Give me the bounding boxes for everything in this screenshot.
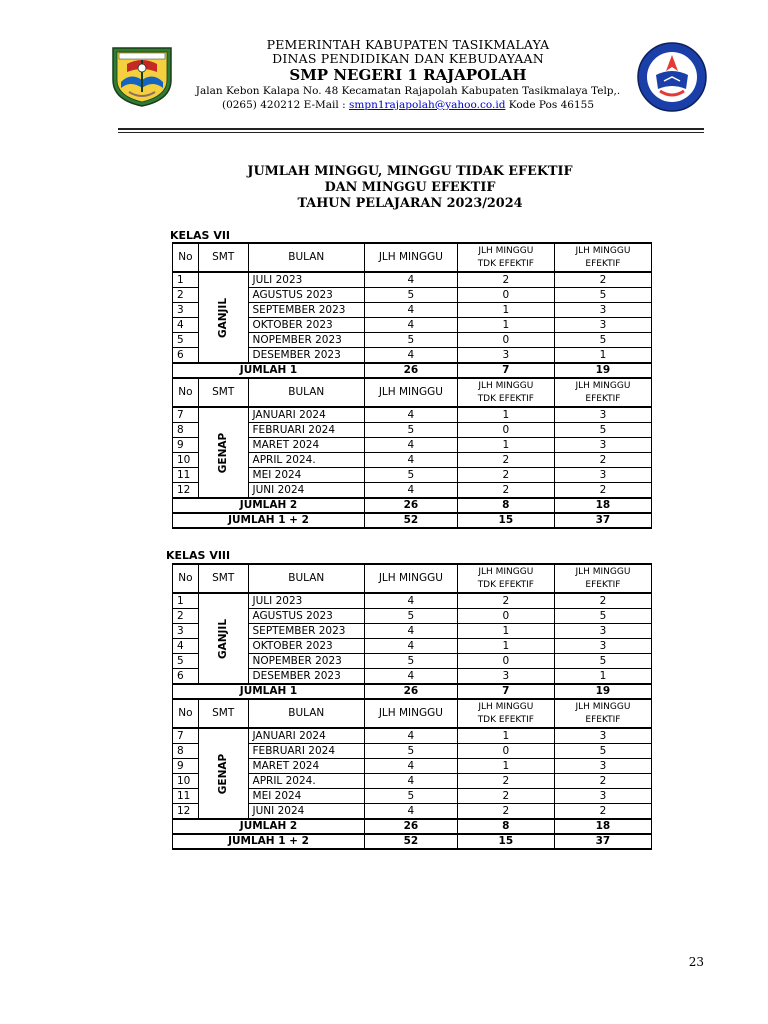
cell-bulan: JULI 2023 (248, 272, 365, 288)
header-ef-line1: JLH MINGGU (575, 245, 631, 256)
kabupaten-tasikmalaya-logo (107, 42, 177, 108)
cell-no: 8 (173, 423, 199, 438)
total-row-jumlah-1-2-tdk: 15 (457, 834, 554, 849)
cell-jlh-minggu: 4 (365, 639, 458, 654)
cell-efektif: 2 (554, 453, 651, 468)
total-row-jumlah-2-jlh: 26 (365, 819, 458, 834)
table-header-row (173, 699, 652, 728)
kelas-vii-label: KELAS VII (170, 229, 231, 242)
table-header-row (173, 378, 652, 407)
cell-jlh-minggu: 5 (365, 333, 458, 348)
cell-no: 3 (173, 303, 199, 318)
total-row-jumlah-1-2-tdk: 15 (457, 513, 554, 528)
letterhead-rule-thick (118, 128, 704, 130)
total-row-jumlah-1-2-jlh: 52 (365, 834, 458, 849)
total-row-jumlah-1-jlh: 26 (365, 684, 458, 699)
header-ef-line1: JLH MINGGU (575, 701, 631, 712)
total-row-jumlah-2-label: JUMLAH 2 (173, 819, 365, 834)
total-row-jumlah-2-ef: 18 (554, 498, 651, 513)
cell-no: 12 (173, 483, 199, 499)
semester-label: GENAP (217, 432, 230, 473)
header-no: No (173, 378, 199, 407)
cell-efektif: 3 (554, 407, 651, 423)
cell-efektif: 3 (554, 789, 651, 804)
cell-tdk-efektif: 1 (457, 639, 554, 654)
total-row-jumlah-2-label: JUMLAH 2 (173, 498, 365, 513)
cell-jlh-minggu: 4 (365, 483, 458, 499)
title-line-2: DAN MINGGU EFEKTIF (324, 180, 496, 195)
header-no: No (173, 243, 199, 272)
total-row-jumlah-2 (173, 819, 652, 834)
total-row-jumlah-1-2-jlh: 52 (365, 513, 458, 528)
cell-no: 7 (173, 728, 199, 744)
cell-no: 9 (173, 759, 199, 774)
cell-tdk-efektif: 0 (457, 333, 554, 348)
department-line: DINAS PENDIDIKAN DAN KEBUDAYAAN (272, 51, 544, 66)
cell-efektif: 3 (554, 728, 651, 744)
cell-bulan: FEBRUARI 2024 (248, 423, 365, 438)
total-row-jumlah-2-jlh: 26 (365, 498, 458, 513)
total-row-jumlah-1 (173, 684, 652, 699)
cell-bulan: NOPEMBER 2023 (248, 333, 365, 348)
cell-jlh-minggu: 4 (365, 348, 458, 364)
cell-tdk-efektif: 2 (457, 774, 554, 789)
cell-no: 4 (173, 639, 199, 654)
cell-bulan: AGUSTUS 2023 (248, 609, 365, 624)
cell-efektif: 2 (554, 483, 651, 499)
cell-tdk-efektif: 3 (457, 669, 554, 685)
cell-no: 3 (173, 624, 199, 639)
semester-label: GANJIL (217, 618, 230, 659)
header-smt: SMT (198, 699, 248, 728)
header-jlh-minggu: JLH MINGGU (365, 243, 458, 272)
cell-jlh-minggu: 5 (365, 288, 458, 303)
semester-label: GENAP (217, 753, 230, 794)
cell-bulan: DESEMBER 2023 (248, 348, 365, 364)
total-row-jumlah-2-tdk: 8 (457, 498, 554, 513)
cell-tdk-efektif: 1 (457, 303, 554, 318)
cell-jlh-minggu: 5 (365, 654, 458, 669)
header-ef-line2: EFEKTIF (585, 579, 621, 590)
semester-cell (198, 728, 248, 819)
cell-efektif: 5 (554, 423, 651, 438)
cell-jlh-minggu: 4 (365, 669, 458, 685)
cell-bulan: MARET 2024 (248, 438, 365, 453)
school-name: SMP NEGERI 1 RAJAPOLAH (289, 66, 527, 84)
header-ef-line1: JLH MINGGU (575, 566, 631, 577)
cell-no: 10 (173, 774, 199, 789)
cell-bulan: APRIL 2024. (248, 774, 365, 789)
total-row-jumlah-1-jlh: 26 (365, 363, 458, 378)
total-row-jumlah-1-2-ef: 37 (554, 834, 651, 849)
cell-jlh-minggu: 4 (365, 303, 458, 318)
cell-bulan: SEPTEMBER 2023 (248, 303, 365, 318)
cell-bulan: JANUARI 2024 (248, 407, 365, 423)
cell-bulan: MARET 2024 (248, 759, 365, 774)
cell-no: 2 (173, 609, 199, 624)
government-line: PEMERINTAH KABUPATEN TASIKMALAYA (266, 37, 550, 52)
header-tdk-line1: JLH MINGGU (478, 701, 534, 712)
header-efektif (554, 564, 651, 593)
kelas-viii-label: KELAS VIII (166, 549, 231, 562)
address-line-1: Jalan Kebon Kalapa No. 48 Kecamatan Rajapolah Kabupaten Tasikmalaya Telp,. (195, 85, 621, 97)
cell-no: 11 (173, 468, 199, 483)
table-header-row (173, 564, 652, 593)
header-ef-line1: JLH MINGGU (575, 380, 631, 391)
cell-jlh-minggu: 4 (365, 624, 458, 639)
cell-bulan: NOPEMBER 2023 (248, 654, 365, 669)
cell-efektif: 2 (554, 804, 651, 820)
cell-efektif: 5 (554, 654, 651, 669)
cell-jlh-minggu: 5 (365, 609, 458, 624)
cell-tdk-efektif: 2 (457, 789, 554, 804)
page-number: 23 (688, 955, 704, 969)
cell-bulan: SEPTEMBER 2023 (248, 624, 365, 639)
header-jlh-minggu: JLH MINGGU (365, 378, 458, 407)
cell-tdk-efektif: 2 (457, 593, 554, 609)
cell-tdk-efektif: 2 (457, 468, 554, 483)
semester-cell (198, 593, 248, 684)
header-no: No (173, 699, 199, 728)
total-row-jumlah-2-tdk: 8 (457, 819, 554, 834)
cell-tdk-efektif: 1 (457, 728, 554, 744)
cell-no: 4 (173, 318, 199, 333)
cell-bulan: DESEMBER 2023 (248, 669, 365, 685)
cell-jlh-minggu: 4 (365, 272, 458, 288)
cell-efektif: 5 (554, 333, 651, 348)
header-smt: SMT (198, 243, 248, 272)
table-header-row (173, 243, 652, 272)
cell-efektif: 3 (554, 639, 651, 654)
cell-efektif: 2 (554, 593, 651, 609)
cell-efektif: 3 (554, 468, 651, 483)
cell-tdk-efektif: 1 (457, 624, 554, 639)
header-efektif (554, 243, 651, 272)
header-bulan: BULAN (248, 699, 365, 728)
header-tdk-efektif (457, 699, 554, 728)
header-ef-line2: EFEKTIF (585, 714, 621, 725)
cell-no: 7 (173, 407, 199, 423)
table-row (173, 593, 652, 609)
cell-tdk-efektif: 1 (457, 759, 554, 774)
cell-efektif: 5 (554, 288, 651, 303)
total-row-jumlah-1-ef: 19 (554, 684, 651, 699)
total-row-jumlah-2-ef: 18 (554, 819, 651, 834)
cell-tdk-efektif: 0 (457, 744, 554, 759)
header-tdk-efektif (457, 564, 554, 593)
table-row (173, 272, 652, 288)
total-row-jumlah-1-2-label: JUMLAH 1 + 2 (173, 513, 365, 528)
cell-bulan: MEI 2024 (248, 789, 365, 804)
letterhead-text (184, 38, 632, 112)
cell-tdk-efektif: 2 (457, 453, 554, 468)
table-row (173, 728, 652, 744)
total-row-jumlah-2 (173, 498, 652, 513)
cell-jlh-minggu: 5 (365, 423, 458, 438)
school-logo (636, 41, 708, 113)
cell-jlh-minggu: 5 (365, 789, 458, 804)
cell-efektif: 1 (554, 348, 651, 364)
cell-tdk-efektif: 0 (457, 654, 554, 669)
total-row-jumlah-1-tdk: 7 (457, 363, 554, 378)
cell-efektif: 3 (554, 438, 651, 453)
kelas-viii-table (172, 563, 652, 850)
header-ef-line2: EFEKTIF (585, 258, 621, 269)
cell-bulan: APRIL 2024. (248, 453, 365, 468)
semester-cell (198, 407, 248, 498)
cell-no: 2 (173, 288, 199, 303)
cell-efektif: 5 (554, 744, 651, 759)
cell-jlh-minggu: 4 (365, 728, 458, 744)
cell-bulan: OKTOBER 2023 (248, 318, 365, 333)
email-link[interactable]: smpn1rajapolah@yahoo.co.id (349, 99, 506, 111)
total-row-jumlah-1-2 (173, 513, 652, 528)
header-tdk-efektif (457, 378, 554, 407)
cell-efektif: 3 (554, 303, 651, 318)
cell-efektif: 3 (554, 759, 651, 774)
header-jlh-minggu: JLH MINGGU (365, 564, 458, 593)
cell-tdk-efektif: 2 (457, 483, 554, 499)
header-no: No (173, 564, 199, 593)
total-row-jumlah-1-ef: 19 (554, 363, 651, 378)
cell-jlh-minggu: 4 (365, 318, 458, 333)
kelas-vii-table (172, 242, 652, 529)
semester-label: GANJIL (217, 297, 230, 338)
cell-tdk-efektif: 1 (457, 407, 554, 423)
phone-text: (0265) 420212 E-Mail : (221, 99, 349, 111)
header-efektif (554, 378, 651, 407)
cell-tdk-efektif: 0 (457, 609, 554, 624)
cell-efektif: 3 (554, 624, 651, 639)
cell-tdk-efektif: 0 (457, 423, 554, 438)
cell-no: 1 (173, 593, 199, 609)
table-row (173, 407, 652, 423)
postal-code-text: Kode Pos 46155 (505, 99, 595, 111)
header-tdk-line1: JLH MINGGU (478, 380, 534, 391)
address-line-2 (184, 98, 632, 112)
cell-jlh-minggu: 4 (365, 593, 458, 609)
total-row-jumlah-1-2-ef: 37 (554, 513, 651, 528)
cell-no: 11 (173, 789, 199, 804)
cell-tdk-efektif: 1 (457, 318, 554, 333)
cell-bulan: OKTOBER 2023 (248, 639, 365, 654)
header-tdk-line2: TDK EFEKTIF (477, 714, 534, 725)
cell-bulan: AGUSTUS 2023 (248, 288, 365, 303)
document-title (170, 164, 650, 212)
cell-bulan: FEBRUARI 2024 (248, 744, 365, 759)
header-jlh-minggu: JLH MINGGU (365, 699, 458, 728)
cell-tdk-efektif: 2 (457, 272, 554, 288)
cell-no: 9 (173, 438, 199, 453)
title-line-3: TAHUN PELAJARAN 2023/2024 (297, 196, 523, 211)
cell-jlh-minggu: 4 (365, 407, 458, 423)
cell-efektif: 2 (554, 774, 651, 789)
header-tdk-line1: JLH MINGGU (478, 245, 534, 256)
cell-jlh-minggu: 4 (365, 453, 458, 468)
cell-efektif: 3 (554, 318, 651, 333)
total-row-jumlah-1-label: JUMLAH 1 (173, 363, 365, 378)
cell-no: 12 (173, 804, 199, 820)
header-efektif (554, 699, 651, 728)
header-bulan: BULAN (248, 243, 365, 272)
cell-no: 6 (173, 348, 199, 364)
total-row-jumlah-1-label: JUMLAH 1 (173, 684, 365, 699)
cell-no: 1 (173, 272, 199, 288)
cell-bulan: JUNI 2024 (248, 483, 365, 499)
header-bulan: BULAN (248, 564, 365, 593)
header-ef-line2: EFEKTIF (585, 393, 621, 404)
total-row-jumlah-1-2 (173, 834, 652, 849)
cell-jlh-minggu: 4 (365, 438, 458, 453)
title-line-1: JUMLAH MINGGU, MINGGU TIDAK EFEKTIF (247, 164, 573, 179)
cell-no: 6 (173, 669, 199, 685)
cell-efektif: 2 (554, 272, 651, 288)
cell-jlh-minggu: 4 (365, 774, 458, 789)
header-smt: SMT (198, 378, 248, 407)
total-row-jumlah-1 (173, 363, 652, 378)
header-tdk-efektif (457, 243, 554, 272)
cell-efektif: 5 (554, 609, 651, 624)
cell-bulan: JULI 2023 (248, 593, 365, 609)
cell-tdk-efektif: 0 (457, 288, 554, 303)
cell-bulan: JANUARI 2024 (248, 728, 365, 744)
total-row-jumlah-1-tdk: 7 (457, 684, 554, 699)
header-tdk-line2: TDK EFEKTIF (477, 393, 534, 404)
cell-bulan: JUNI 2024 (248, 804, 365, 820)
cell-jlh-minggu: 4 (365, 759, 458, 774)
header-smt: SMT (198, 564, 248, 593)
cell-jlh-minggu: 5 (365, 468, 458, 483)
cell-jlh-minggu: 5 (365, 744, 458, 759)
cell-tdk-efektif: 1 (457, 438, 554, 453)
cell-no: 8 (173, 744, 199, 759)
cell-jlh-minggu: 4 (365, 804, 458, 820)
cell-bulan: MEI 2024 (248, 468, 365, 483)
cell-tdk-efektif: 3 (457, 348, 554, 364)
letterhead (104, 38, 704, 118)
header-bulan: BULAN (248, 378, 365, 407)
header-tdk-line1: JLH MINGGU (478, 566, 534, 577)
header-tdk-line2: TDK EFEKTIF (477, 579, 534, 590)
total-row-jumlah-1-2-label: JUMLAH 1 + 2 (173, 834, 365, 849)
cell-no: 10 (173, 453, 199, 468)
cell-no: 5 (173, 654, 199, 669)
letterhead-rule-thin (118, 132, 704, 133)
header-tdk-line2: TDK EFEKTIF (477, 258, 534, 269)
cell-tdk-efektif: 2 (457, 804, 554, 820)
cell-efektif: 1 (554, 669, 651, 685)
cell-no: 5 (173, 333, 199, 348)
semester-cell (198, 272, 248, 363)
